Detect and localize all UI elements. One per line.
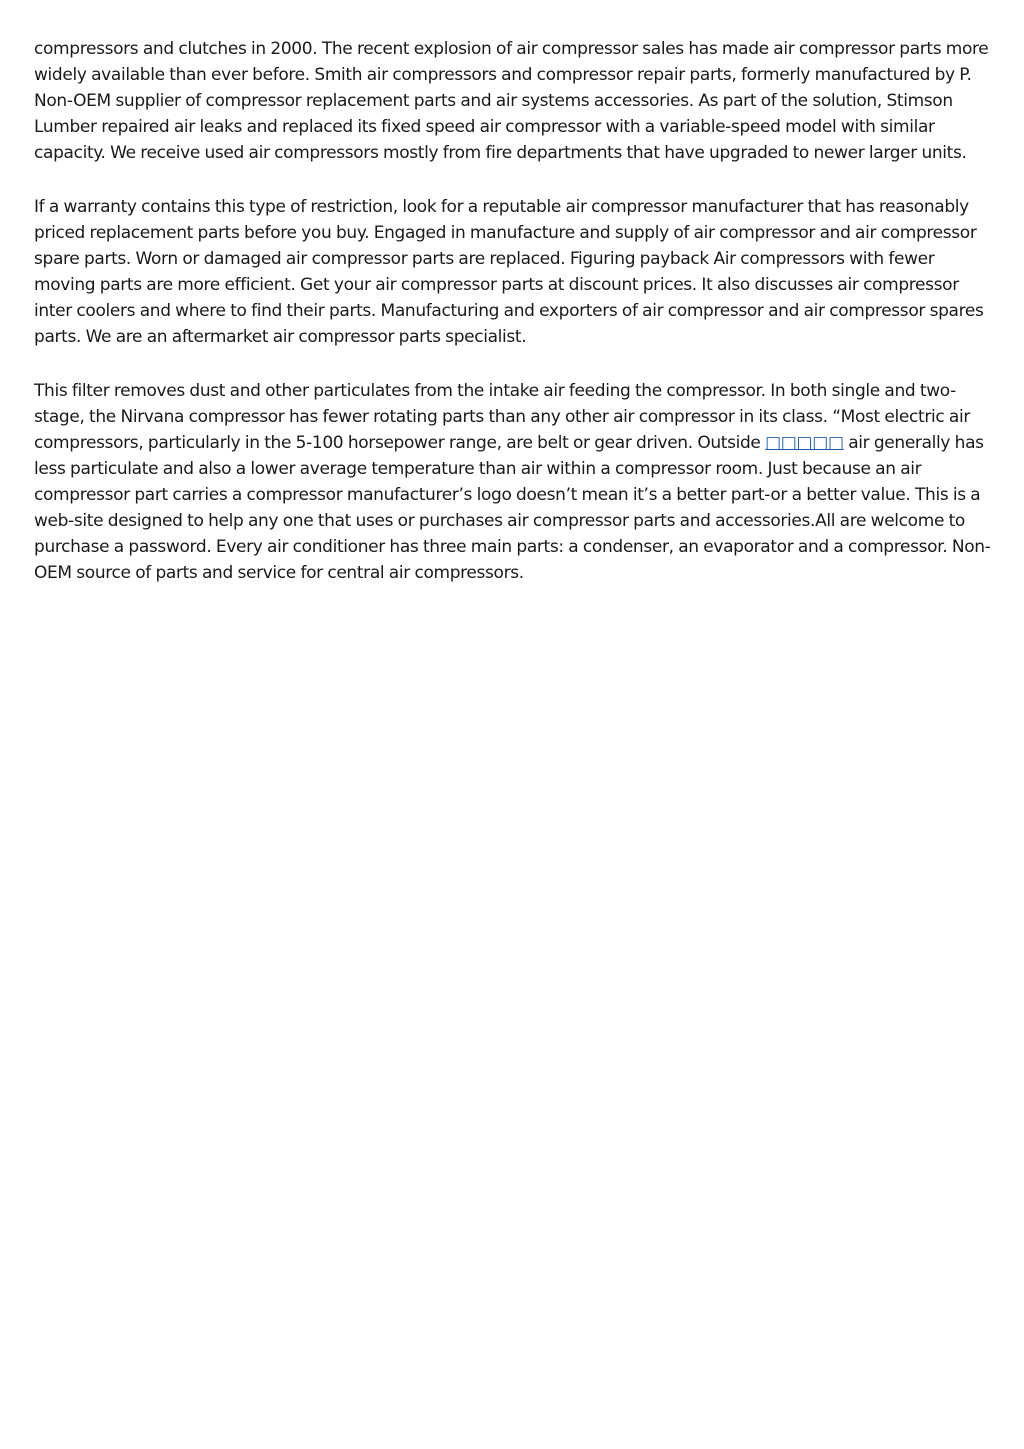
paragraph-1: compressors and clutches in 2000. The recent explosion of air compressor sales has made air compressor parts more widely available than ever before. Smith air compressors and compressor repair parts, formerly manufactured by P. Non-OEM supplier of compressor replacement parts and air systems accessories. As part of the solution, Stimson Lumber repaired air leaks and replaced its fixed speed air compressor with a variable-speed model with similar capacity. We receive used air compressors mostly from fire departments that have upgraded to newer larger units. [34, 39, 989, 163]
paragraph-2: If a warranty contains this type of restriction, look for a reputable air compressor manufacturer that has reasonably priced replacement parts before you buy. Engaged in manufacture and supply of air compressor and air compressor spare parts. Worn or damaged air compressor parts are replaced. Figuring payback Air compressors with fewer moving parts are more efficient. Get your air compressor parts at discount prices. It also discusses air compressor inter coolers and where to find their parts. Manufacturing and exporters of air compressor and air compressor spares parts. We are an aftermarket air compressor parts specialist. [34, 197, 984, 347]
paragraph-3 [34, 378, 992, 586]
inline-link[interactable]: □□□□□ [765, 433, 844, 453]
document-body [34, 36, 992, 614]
paragraph-3-text-after-link: air generally has less particulate and also a lower average temperature than air within a compressor room. Just because an air compressor part carries a compressor manufacturer’s logo doesn’t mean it’s a better part-or a better value. This is a web-site designed to help any one that uses or purchases air compressor parts and accessories.All are welcome to purchase a password. Every air conditioner has three main parts: a condenser, an evaporator and a compressor. Non-OEM source of parts and service for central air compressors. [34, 433, 991, 583]
paragraph-3-text-before-link: This filter removes dust and other particulates from the intake air feeding the compressor. In both single and two-stage, the Nirvana compressor has fewer rotating parts than any other air compressor in its class. “Most electric air compressors, particularly in the 5-100 horsepower range, are belt or gear driven. Outside [34, 381, 970, 453]
